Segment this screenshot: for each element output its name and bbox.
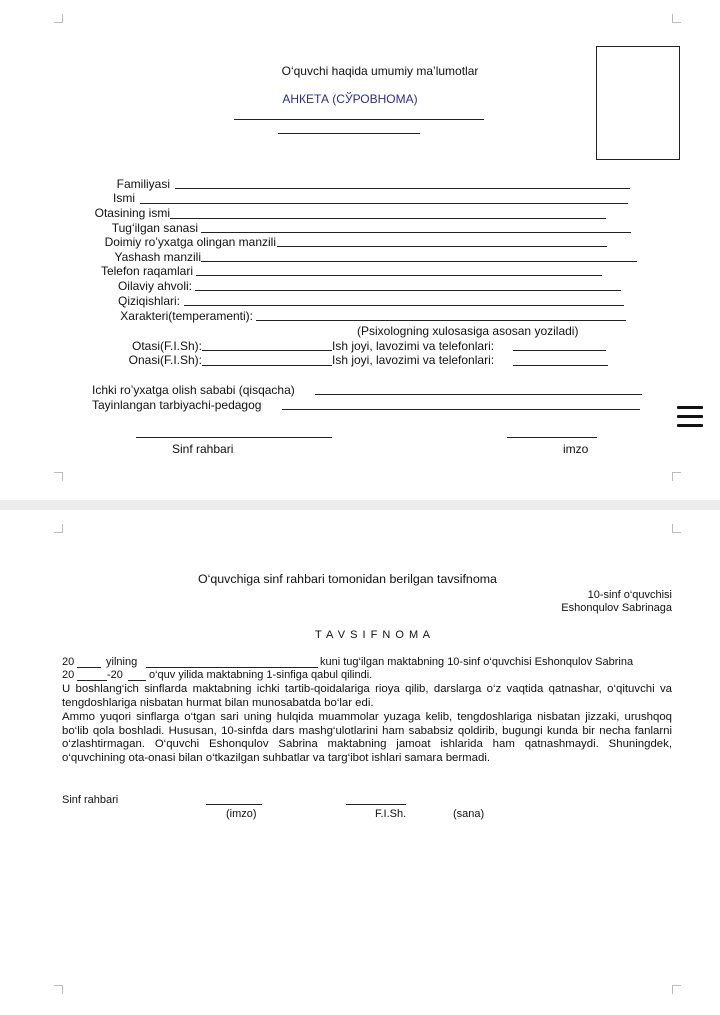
start-year-blank[interactable] — [77, 680, 107, 681]
end-year-blank[interactable] — [128, 680, 146, 681]
field-label-qiziqishlari: Qiziqishlari: — [117, 294, 180, 308]
field-label-yashash-manzili: Yashash manzili — [114, 250, 201, 264]
ish-joyi-line-2[interactable] — [513, 365, 608, 366]
fish-caption: F.I.Sh. — [375, 808, 407, 820]
field-label-ismi: Ismi — [113, 191, 135, 205]
onasi-label: Onasi(F.I.Sh): — [128, 353, 202, 367]
crop-mark — [672, 472, 681, 481]
date-blank[interactable] — [146, 667, 318, 668]
subtitle-line — [234, 119, 484, 120]
field-line-ismi[interactable] — [140, 203, 628, 204]
tavsifnoma-page — [0, 510, 720, 1015]
psixolog-note: (Psixologning xulosasiga asosan yoziladi) — [357, 324, 579, 338]
field-line-xarakteri[interactable] — [256, 320, 626, 321]
field-label-oilaviy-ahvoli: Oilaviy ahvoli: — [117, 279, 192, 293]
paragraph-2: Ammo yuqori sinflarga o‘tgan sari uning hulqida muammolar yuzaga kelib, tengdoshlariga nisbatan jizzaki, urushqoq bo‘lib qola boshladi. Hususan, 10-sinfda dars mashg‘ulotlarini ham sababsiz qoldirib, bugungi kunda bir necha fanlarni o‘zlashtirmagan. O‘quvchi Eshonqulov Sabrina maktabning jamoat ishlarida ham qatnashmaydi. Shuningdek, o‘quvchining ota-onasi bilan o‘tkazilgan suhbatlar va targ‘ibot ishlari samara bermadi. — [62, 711, 672, 764]
field-label-tugilgan-sanasi: Tug‘ilgan sanasi — [111, 221, 198, 235]
field-label-doimiy-manzil: Doimiy ro’yxatga olingan manzili — [104, 235, 276, 249]
field-line-telefon[interactable] — [196, 275, 602, 276]
photo-placeholder — [596, 46, 680, 160]
start-year-prefix: 20 — [62, 669, 75, 681]
crop-mark — [672, 524, 681, 533]
admission-text: o‘quv yilida maktabning 1-sinfiga qabul qilindi. — [149, 669, 373, 681]
anketa-page — [0, 0, 720, 500]
field-line-familiyasi[interactable] — [175, 188, 630, 189]
sinf-rahbari-label-2: Sinf rahbari — [62, 794, 119, 806]
tavsifnoma-heading: T A V S I F N O M A — [315, 629, 431, 641]
tavsifnoma-title: O‘quvchiga sinf rahbari tomonidan berilgan tavsifnoma — [198, 572, 497, 586]
crop-mark — [54, 14, 63, 23]
crop-mark — [672, 985, 681, 994]
menu-icon[interactable] — [677, 406, 703, 433]
year-prefix: 20 — [62, 656, 75, 668]
field-line-yashash-manzili[interactable] — [201, 261, 637, 262]
ish-joyi-line-1[interactable] — [513, 350, 606, 351]
onasi-line[interactable] — [202, 365, 332, 366]
imzo-line[interactable] — [206, 804, 262, 805]
end-year-prefix: -20 — [107, 669, 123, 681]
ish-joyi-label-1: Ish joyi, lavozimi va telefonlari: — [332, 339, 495, 353]
ichki-sabab-line[interactable] — [315, 394, 642, 395]
tarbiyachi-label: Tayinlangan tarbiyachi-pedagog — [92, 398, 262, 412]
signature-line-imzo[interactable] — [507, 437, 597, 438]
ish-joyi-label-2: Ish joyi, lavozimi va telefonlari: — [332, 353, 495, 367]
crop-mark — [672, 14, 681, 23]
crop-mark — [54, 985, 63, 994]
year-blank[interactable] — [77, 667, 101, 668]
field-label-familiyasi: Familiyasi — [116, 177, 170, 191]
student-name: Eshonqulov Sabrinaga — [561, 602, 672, 614]
crop-mark — [54, 472, 63, 481]
otasi-label: Otasi(F.I.Sh): — [131, 339, 202, 353]
crop-mark — [54, 524, 63, 533]
signature-line-sinf-rahbari[interactable] — [136, 437, 332, 438]
anketa-subtitle: АНКЕТА (СЎРОВНОМА) — [282, 92, 418, 106]
field-line-qiziqishlari[interactable] — [184, 305, 624, 306]
field-line-doimiy-manzil[interactable] — [277, 246, 607, 247]
page-title: O‘quvchi haqida umumiy ma’lumotlar — [281, 64, 479, 78]
otasi-line[interactable] — [202, 350, 332, 351]
tarbiyachi-line[interactable] — [282, 409, 640, 410]
fish-line[interactable] — [346, 804, 406, 805]
paragraph-1: U boshlang‘ich sinflarda maktabning ichki tartib-qoidalariga rioya qilib, darslarga o‘z vaqtida qatnashar, o‘qituvchi va tengdoshlariga nisbatan hurmat bilan munosabatda bo‘lar edi. — [62, 683, 672, 709]
field-label-otasining-ismi: Otasining ismi — [94, 206, 170, 220]
field-label-telefon: Telefon raqamlari — [100, 264, 193, 278]
subtitle-line-short — [278, 133, 420, 134]
field-label-xarakteri: Xarakteri(temperamenti): — [120, 309, 253, 323]
imzo-label: imzo — [563, 442, 589, 456]
field-line-oilaviy-ahvoli[interactable] — [195, 290, 621, 291]
sinf-rahbari-label: Sinf rahbari — [172, 442, 234, 456]
field-line-tugilgan-sanasi[interactable] — [201, 232, 631, 233]
ichki-sabab-label: Ichki ro’yxatga olish sababi (qisqacha) — [92, 383, 295, 397]
birth-text: kuni tug‘ilgan maktabning 10-sinf o‘quvchisi Eshonqulov Sabrina — [320, 656, 634, 668]
imzo-caption: (imzo) — [226, 808, 257, 820]
yilning-label: yilning — [106, 656, 138, 668]
sana-caption: (sana) — [453, 808, 485, 820]
student-class: 10-sinf o‘quvchisi — [587, 589, 672, 601]
field-line-otasining-ismi[interactable] — [170, 218, 606, 219]
